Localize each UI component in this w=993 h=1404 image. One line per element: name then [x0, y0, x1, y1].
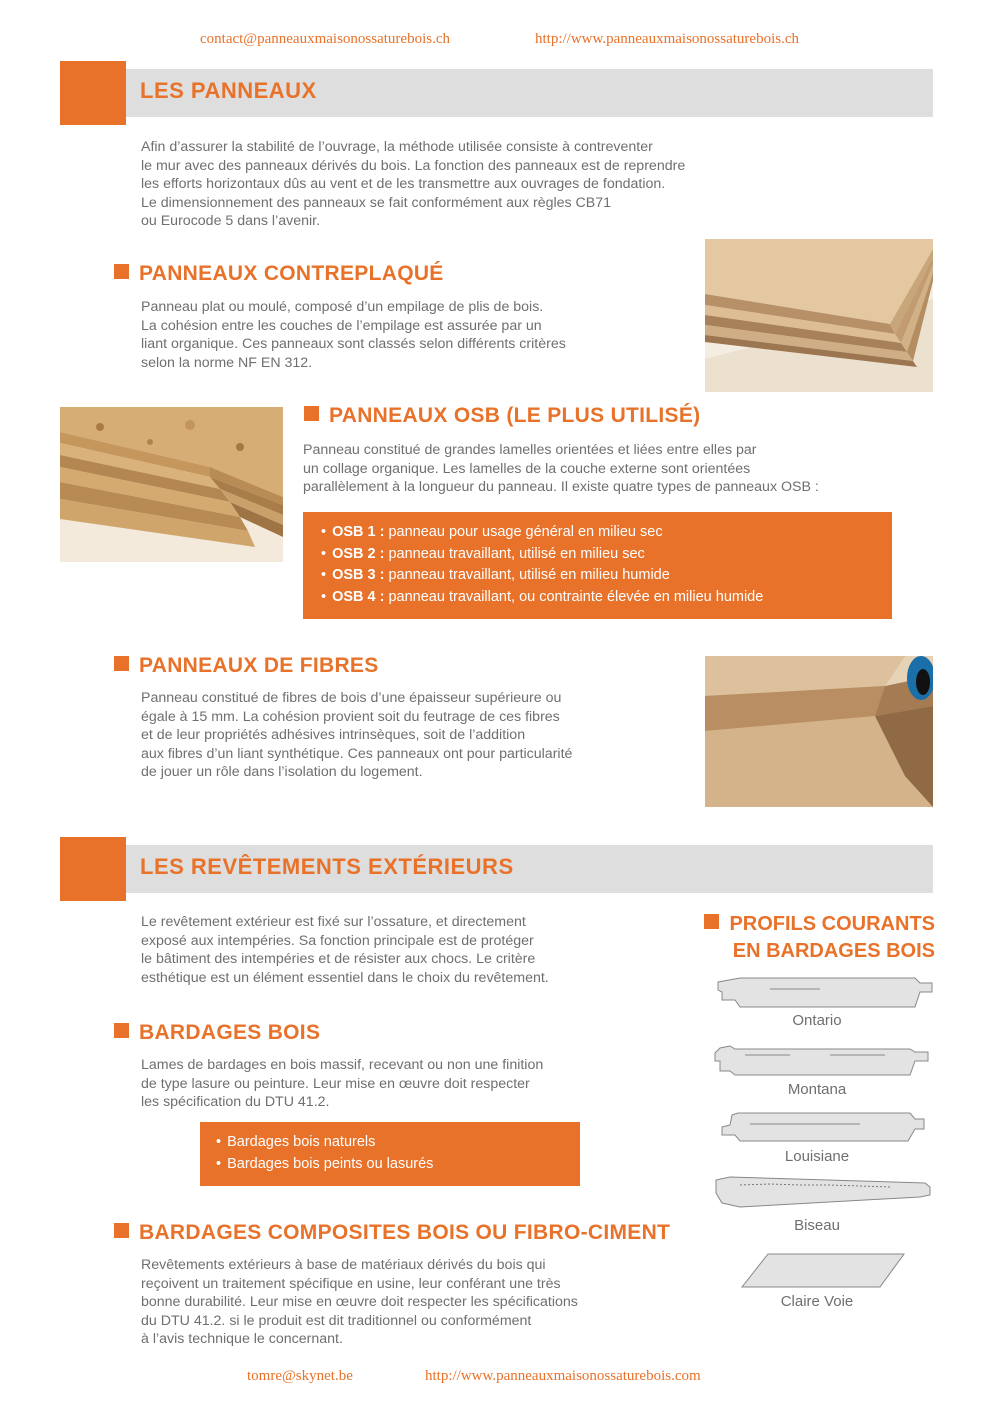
composites-text: Revêtements extérieurs à base de matériaux dérivés du bois qui reçoivent un traitement spécifique en usine, leur conférant une très bonne durabilité. Leur mise en œuvre doit respecter les spécifications du DTU 41.2. si le produit est dit traditionnel ou conformément à l’avis technique le concernant.	[141, 1257, 578, 1348]
profile-claire-voie-shape	[742, 1254, 904, 1287]
fibres-text: Panneau constitué de fibres de bois d’une épaisseur supérieure ou égale à 15 mm. La cohésion provient soit du feutrage de ces fibres et de leur propriétés adhésives intrinsèques, soit de l’addition aux fibres d’un liant synthétique. Ces panneaux ont pour particularité de jouer un rôle dans l’isolation du logement.	[141, 690, 573, 781]
heading-composites: BARDAGES COMPOSITES BOIS OU FIBRO-CIMENT	[114, 1221, 670, 1245]
header-email-link[interactable]: contact@panneauxmaisonossaturebois.ch	[200, 31, 450, 47]
profile-label-montana: Montana	[787, 1081, 847, 1098]
section-title: LES PANNEAUX	[140, 78, 317, 103]
profile-label-biseau: Biseau	[794, 1217, 840, 1234]
bullet-square-icon	[114, 264, 129, 279]
bullet-square-icon	[114, 1223, 129, 1238]
profile-label-claire-voie: Claire Voie	[780, 1293, 854, 1310]
heading-contreplaque: PANNEAUX CONTREPLAQUÉ	[114, 262, 444, 286]
heading-bardages-bois: BARDAGES BOIS	[114, 1021, 320, 1045]
profiles-heading: PROFILS COURANTS EN BARDAGES BOIS	[704, 911, 935, 965]
bardages-text: Lames de bardages en bois massif, recevant ou non une finition de type lasure ou peinture. Leur mise en œuvre doit respecter les spécification du DTU 41.2.	[141, 1057, 544, 1111]
heading-fibres: PANNEAUX DE FIBRES	[114, 654, 379, 678]
profile-ontario-shape	[718, 978, 932, 1007]
profile-biseau-shape	[716, 1177, 930, 1207]
section-header-revetements	[60, 845, 933, 893]
profile-label-ontario: Ontario	[792, 1012, 842, 1029]
footer-website-link[interactable]: http://www.panneauxmaisonossaturebois.com	[425, 1368, 701, 1384]
bardages-bullets-box	[200, 1122, 580, 1186]
osb-type-item: • OSB 3 : panneau travaillant, utilisé en milieu humide	[321, 565, 892, 587]
osb-type-item: • OSB 4 : panneau travaillant, ou contrainte élevée en milieu humide	[321, 587, 892, 609]
bardage-type-item: • Bardages bois naturels	[216, 1132, 580, 1154]
profile-label-louisiane: Louisiane	[784, 1148, 850, 1165]
fibre-board-photo	[705, 656, 933, 807]
section-tab-marker	[60, 61, 126, 125]
footer-email-link[interactable]: tomre@skynet.be	[247, 1368, 353, 1384]
revetements-intro-text: Le revêtement extérieur est fixé sur l’ossature, et directement exposé aux intempéries. Sa fonction principale est de protéger le bâtiment des intempéries et de résister aux chocs. Le critère esthétique est un élément essentiel dans le choix du revêtement.	[141, 914, 549, 986]
header-website-link[interactable]: http://www.panneauxmaisonossaturebois.ch	[535, 31, 799, 47]
section-header-panneaux	[60, 69, 933, 117]
contreplaque-text: Panneau plat ou moulé, composé d’un empilage de plis de bois. La cohésion entre les couches de l’empilage est assurée par un liant organique. Ces panneaux sont classés selon différents critères selon la norme NF EN 312.	[141, 299, 566, 371]
osb-photo	[60, 407, 283, 562]
section-intro-text: Afin d’assurer la stabilité de l’ouvrage, la méthode utilisée consiste à contreventer le mur avec des panneaux dérivés du bois. La fonction des panneaux est de reprendre les efforts horizontaux dûs au vent et de les transmettre aux ouvrages de fondation. Le dimensionnement des panneaux se fait conformément aux règles CB71 ou Eurocode 5 dans l’avenir.	[141, 139, 686, 230]
heading-osb: PANNEAUX OSB (LE PLUS UTILISÉ)	[304, 404, 700, 428]
profile-louisiane-shape	[722, 1113, 924, 1141]
bullet-square-icon	[114, 1023, 129, 1038]
osb-type-item: • OSB 2 : panneau travaillant, utilisé en milieu sec	[321, 544, 892, 566]
osb-type-item: • OSB 1 : panneau pour usage général en milieu sec	[321, 522, 892, 544]
bardage-type-item: • Bardages bois peints ou lasurés	[216, 1154, 580, 1176]
section-tab-marker	[60, 837, 126, 901]
profile-montana-shape	[715, 1046, 928, 1075]
section-title: LES REVÊTEMENTS EXTÉRIEURS	[140, 854, 514, 879]
osb-text: Panneau constitué de grandes lamelles orientées et liées entre elles par un collage organique. Les lamelles de la couche externe sont orientées parallèlement à la longueur du panneau. Il existe quatre types de panneaux OSB :	[303, 442, 819, 496]
plywood-photo	[705, 239, 933, 392]
bullet-square-icon	[114, 656, 129, 671]
osb-types-box	[303, 512, 892, 619]
bullet-square-icon	[304, 406, 319, 421]
bullet-square-icon	[704, 914, 719, 929]
